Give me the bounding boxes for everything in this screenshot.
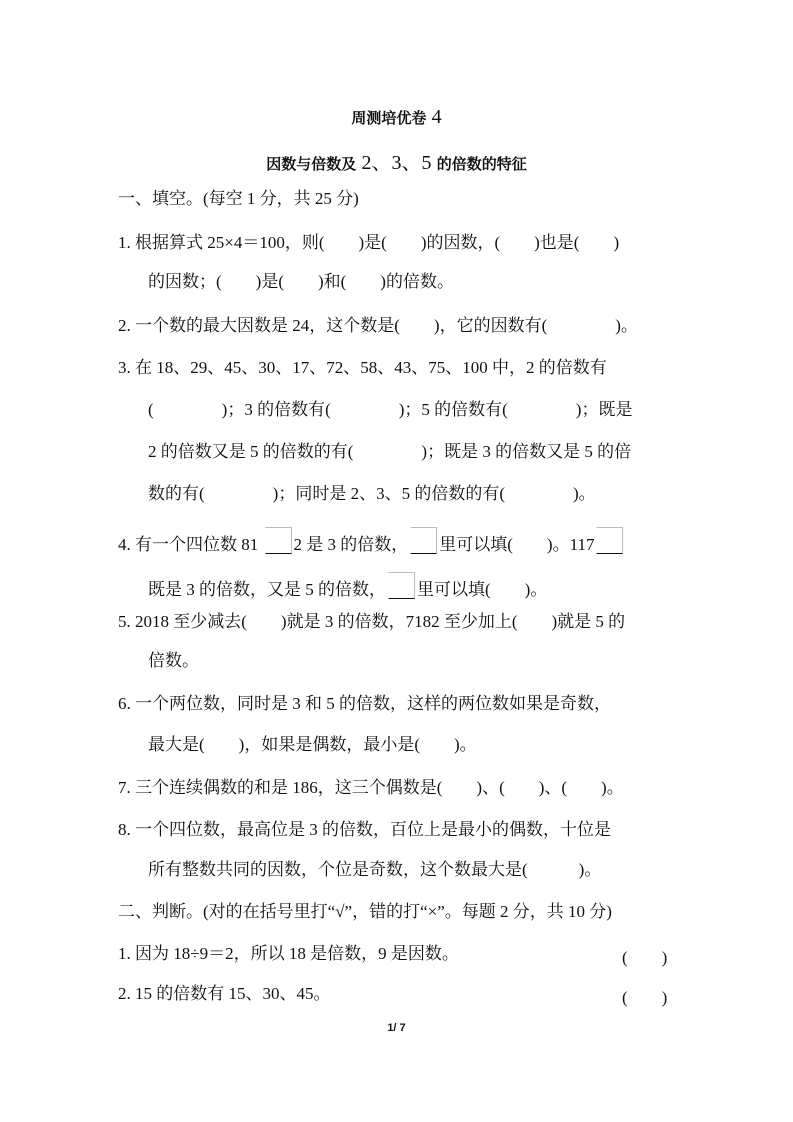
page-title <box>0 106 793 129</box>
answer-box[interactable] <box>596 527 623 554</box>
title-text: 周测培优卷 <box>351 109 427 127</box>
q4-text: 既是 3 的倍数，又是 5 的倍数， <box>148 580 386 599</box>
question-3-line-4: 数的有( )；同时是 2、3、5 的倍数的有( )。 <box>148 484 596 503</box>
question-2: 2. 一个数的最大因数是 24，这个数是( )，它的因数有( )。 <box>118 316 638 335</box>
question-6-line-1: 6. 一个两位数，同时是 3 和 5 的倍数，这样的两位数如果是奇数， <box>118 694 611 713</box>
question-4-line-2 <box>148 572 547 601</box>
subtitle-numbers: 2、3、5 <box>361 152 432 174</box>
subtitle-part: 的倍数的特征 <box>436 155 527 173</box>
question-1-line-1: 1. 根据算式 25×4＝100，则( )是( )的因数，( )也是( ) <box>118 233 620 252</box>
section-heading-true-false: 二、判断。(对的在括号里打“√”，错的打“×”。每题 2 分，共 10 分) <box>118 902 612 921</box>
question-7: 7. 三个连续偶数的和是 186，这三个偶数是( )、( )、( )。 <box>118 778 624 797</box>
judge-answer-2[interactable]: ( ) <box>622 988 668 1007</box>
page-number: 1/ 7 <box>387 1022 406 1034</box>
q4-text: 里可以填( )。117 <box>439 535 595 554</box>
q4-text: 2 是 3 的倍数， <box>293 535 409 554</box>
question-5-line-1: 5. 2018 至少减去( )就是 3 的倍数，7182 至少加上( )就是 5 的 <box>118 612 626 631</box>
section-heading-fill-blank: 一、填空。(每空 1 分，共 25 分) <box>118 189 359 208</box>
subtitle-part: 因数与倍数及 <box>266 155 357 173</box>
answer-box[interactable] <box>410 527 437 554</box>
question-6-line-2: 最大是( )，如果是偶数，最小是( )。 <box>148 735 477 754</box>
question-1-line-2: 的因数；( )是( )和( )的倍数。 <box>148 272 454 291</box>
judge-answer-1[interactable]: ( ) <box>622 948 668 967</box>
q4-text: 里可以填( )。 <box>417 580 548 599</box>
question-3-line-3: 2 的倍数又是 5 的倍数的有( )；既是 3 的倍数又是 5 的倍 <box>148 442 632 461</box>
q4-text: 4. 有一个四位数 81 <box>118 535 263 554</box>
answer-box[interactable] <box>265 527 292 554</box>
title-number: 4 <box>431 106 442 128</box>
question-3-line-2: ( )；3 的倍数有( )；5 的倍数有( )；既是 <box>148 400 633 419</box>
question-8-line-2: 所有整数共同的因数，个位是奇数，这个数最大是( )。 <box>148 860 602 879</box>
question-5-line-2: 倍数。 <box>148 651 199 670</box>
judge-item-2: 2. 15 的倍数有 15、30、45。 <box>118 984 331 1003</box>
page-subtitle <box>0 146 793 175</box>
judge-item-1: 1. 因为 18÷9＝2，所以 18 是倍数，9 是因数。 <box>118 944 459 963</box>
question-3-line-1: 3. 在 18、29、45、30、17、72、58、43、75、100 中，2 的倍数有 <box>118 358 607 377</box>
answer-box[interactable] <box>388 572 415 599</box>
question-4-line-1 <box>118 527 625 556</box>
question-8-line-1: 8. 一个四位数，最高位是 3 的倍数，百位上是最小的偶数，十位是 <box>118 820 611 839</box>
